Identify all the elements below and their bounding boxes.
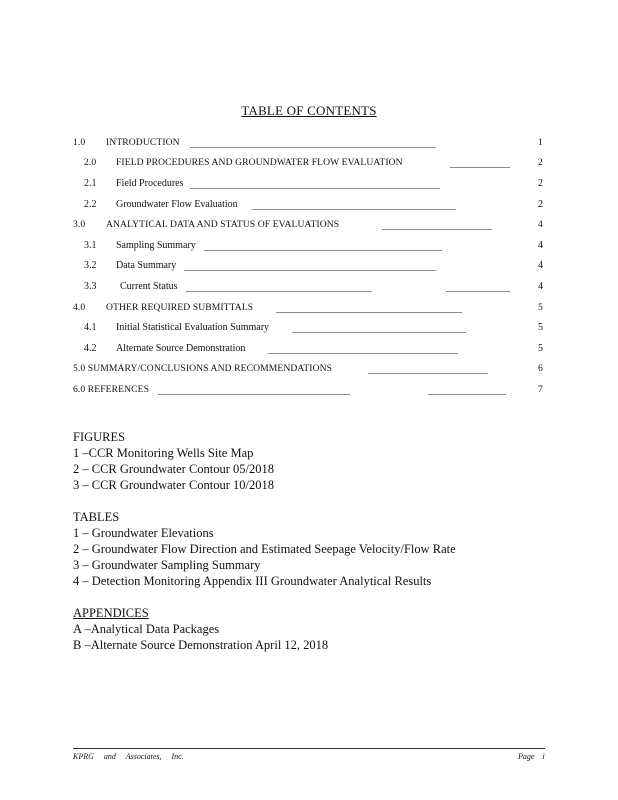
toc-entry-title: Initial Statistical Evaluation Summary bbox=[116, 322, 270, 333]
appendices-section bbox=[73, 605, 328, 653]
toc-entry-number: 1.0 bbox=[73, 137, 86, 148]
toc-entry-number: 3.0 bbox=[73, 219, 86, 230]
toc-entry bbox=[0, 281, 618, 295]
appendix-item: B –Alternate Source Demonstration April 12, 2018 bbox=[73, 638, 329, 652]
toc-entry-title: ANALYTICAL DATA AND STATUS OF EVALUATIONS bbox=[106, 219, 340, 230]
toc-leader bbox=[204, 250, 442, 251]
table-item: 3 – Groundwater Sampling Summary bbox=[73, 558, 261, 572]
toc-entry bbox=[0, 199, 618, 213]
toc-entry bbox=[0, 178, 618, 192]
toc-entry-page: 7 bbox=[538, 384, 543, 395]
footer-company: KPRG and Associates, Inc. bbox=[73, 752, 184, 761]
toc-entry-title: Data Summary bbox=[116, 260, 177, 271]
toc-entry bbox=[0, 343, 618, 357]
figures-section bbox=[73, 429, 274, 493]
toc-entry-title: Sampling Summary bbox=[116, 240, 196, 251]
toc-entry-title: Groundwater Flow Evaluation bbox=[116, 199, 238, 210]
toc-entry-number: 2.1 bbox=[84, 178, 97, 189]
footer-page-number: Page i bbox=[518, 752, 545, 761]
tables-heading: TABLES bbox=[73, 510, 120, 524]
toc-leader bbox=[190, 147, 436, 148]
toc-entry-title: 5.0 SUMMARY/CONCLUSIONS AND RECOMMENDATIONS bbox=[73, 363, 333, 374]
toc-entry-number: 4.0 bbox=[73, 302, 86, 313]
toc-entry-number: 4.1 bbox=[84, 322, 97, 333]
toc-entry-title: 6.0 REFERENCES bbox=[73, 384, 150, 395]
tables-section bbox=[73, 509, 456, 589]
toc-leader bbox=[368, 373, 488, 374]
toc-entry bbox=[0, 157, 618, 171]
table-item: 1 – Groundwater Elevations bbox=[73, 526, 214, 540]
toc-entry-title: INTRODUCTION bbox=[106, 137, 180, 148]
toc-leader bbox=[184, 270, 436, 271]
toc-entry bbox=[0, 363, 618, 377]
toc-leader bbox=[428, 394, 506, 395]
toc-entry-page: 2 bbox=[538, 199, 543, 210]
appendices-heading: APPENDICES bbox=[73, 606, 149, 620]
toc-entry-number: 2.2 bbox=[84, 199, 97, 210]
table-item: 2 – Groundwater Flow Direction and Estimated Seepage Velocity/Flow Rate bbox=[73, 542, 456, 556]
toc-entry-page: 5 bbox=[538, 343, 543, 354]
toc-entry bbox=[0, 219, 618, 233]
toc-entry bbox=[0, 322, 618, 336]
toc-entry-title: Current Status bbox=[120, 281, 178, 292]
toc-leader bbox=[292, 332, 466, 333]
appendix-item: A –Analytical Data Packages bbox=[73, 622, 220, 636]
toc-entry bbox=[0, 302, 618, 316]
toc-entry-page: 2 bbox=[538, 157, 543, 168]
toc-entry-number: 3.2 bbox=[84, 260, 97, 271]
toc-entry-page: 4 bbox=[538, 219, 543, 230]
toc-leader bbox=[446, 291, 510, 292]
toc-entry-page: 1 bbox=[538, 137, 543, 148]
toc-entry-number: 2.0 bbox=[84, 157, 97, 168]
toc-leader bbox=[450, 167, 510, 168]
toc-entry-page: 2 bbox=[538, 178, 543, 189]
figures-heading: FIGURES bbox=[73, 430, 126, 444]
toc-leader bbox=[190, 188, 440, 189]
toc-leader bbox=[276, 312, 462, 313]
figure-item: 3 – CCR Groundwater Contour 10/2018 bbox=[73, 478, 275, 492]
toc-entry-title: Alternate Source Demonstration bbox=[116, 343, 246, 354]
toc-entry-number: 3.3 bbox=[84, 281, 97, 292]
toc-entry-title: OTHER REQUIRED SUBMITTALS bbox=[106, 302, 254, 313]
toc-entry-title: Field Procedures bbox=[116, 178, 184, 189]
toc-entry bbox=[0, 137, 618, 151]
figure-item: 1 –CCR Monitoring Wells Site Map bbox=[73, 446, 254, 460]
toc-entry bbox=[0, 260, 618, 274]
toc-entry-number: 3.1 bbox=[84, 240, 97, 251]
toc-entry-page: 5 bbox=[538, 322, 543, 333]
footer-rule bbox=[73, 748, 545, 749]
toc-leader bbox=[268, 353, 458, 354]
toc-leader bbox=[252, 209, 456, 210]
toc-entry-page: 5 bbox=[538, 302, 543, 313]
toc-title: TABLE OF CONTENTS bbox=[241, 103, 377, 118]
toc-entry-page: 4 bbox=[538, 281, 543, 292]
toc-entry bbox=[0, 240, 618, 254]
toc-entry-page: 4 bbox=[538, 260, 543, 271]
toc-leader bbox=[158, 394, 350, 395]
table-item: 4 – Detection Monitoring Appendix III Groundwater Analytical Results bbox=[73, 574, 432, 588]
toc-leader bbox=[382, 229, 492, 230]
toc-entry-title: FIELD PROCEDURES AND GROUNDWATER FLOW EVALUATION bbox=[116, 157, 403, 168]
toc-leader bbox=[186, 291, 372, 292]
toc-entry-page: 4 bbox=[538, 240, 543, 251]
figure-item: 2 – CCR Groundwater Contour 05/2018 bbox=[73, 462, 275, 476]
toc-entry-page: 6 bbox=[538, 363, 543, 374]
toc-entry-number: 4.2 bbox=[84, 343, 97, 354]
toc-entry bbox=[0, 384, 618, 398]
